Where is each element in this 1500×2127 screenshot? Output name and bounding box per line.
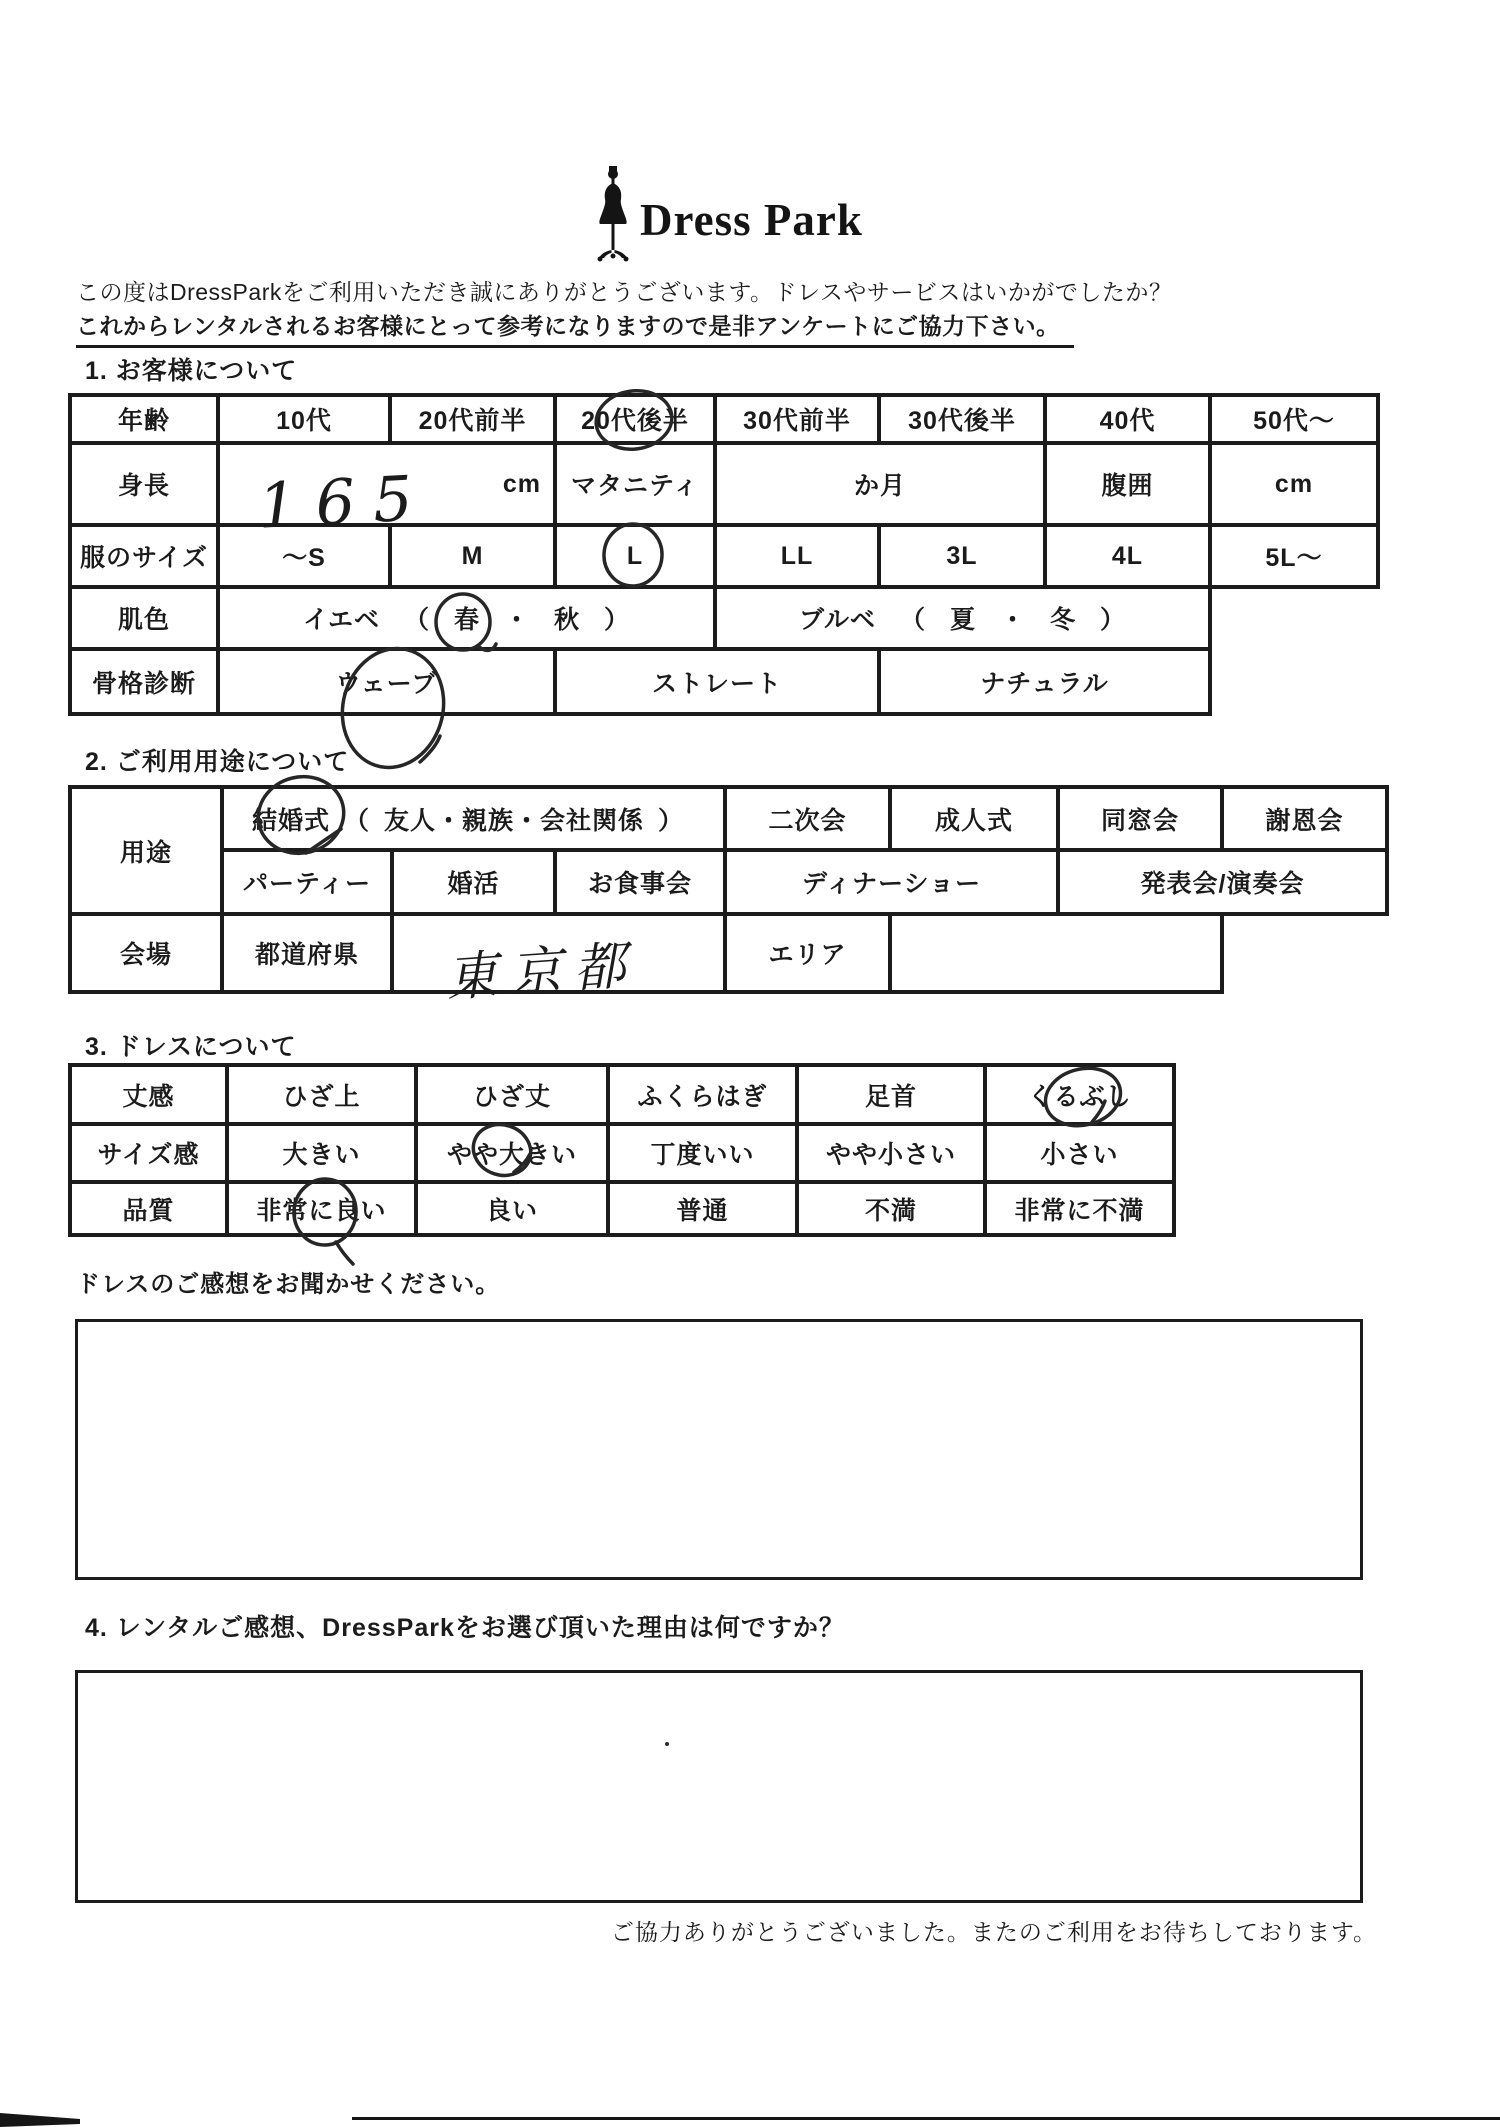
scan-mark-bottom-left	[0, 2113, 80, 2127]
skeleton-row	[70, 649, 1378, 714]
skin-yellow-label: イエベ	[302, 606, 380, 634]
skeleton-label: 骨格診断	[70, 649, 218, 714]
height-label: 身長	[70, 443, 218, 525]
waist-unit: cm	[1210, 443, 1378, 525]
age-option-40s: 40代	[1045, 395, 1210, 443]
length-label: 丈感	[70, 1065, 227, 1124]
size-option-ll: LL	[715, 525, 879, 587]
section3-title: 3. ドレスについて	[85, 1033, 297, 1061]
months-label: か月	[715, 443, 1045, 525]
length-row	[70, 1065, 1174, 1124]
quality-option-very-unsatisfied: 非常に不満	[985, 1182, 1174, 1235]
intro-line1: この度はDressParkをご利用いただき誠にありがとうございます。ドレスやサービスはいかがでしたか？	[76, 279, 1173, 305]
length-option-anklebone: くるぶし	[985, 1065, 1174, 1124]
size-option-l: L	[555, 525, 715, 587]
customer-info-table	[68, 393, 1380, 716]
quality-option-very-good: 非常に良い	[227, 1182, 416, 1235]
skin-winter-option: 冬	[1050, 606, 1077, 634]
fit-label: サイズ感	[70, 1124, 227, 1182]
paren-open: （	[899, 606, 926, 634]
age-option-early-20s: 20代前半	[390, 395, 555, 443]
skin-yellow-cell	[218, 587, 715, 649]
purpose-option-recital: 発表会/演奏会	[1058, 850, 1387, 914]
fit-option-slightly-large: やや大きい	[416, 1124, 608, 1182]
height-value-cell	[218, 443, 555, 525]
length-option-ankle: 足首	[797, 1065, 985, 1124]
wedding-label: 結婚式	[252, 806, 331, 835]
skeleton-option-straight: ストレート	[555, 649, 879, 714]
size-option-s: ～S	[218, 525, 390, 587]
skeleton-option-natural: ナチュラル	[879, 649, 1210, 714]
paren-close: ）	[658, 806, 685, 835]
wedding-detail: 友人・親族・会社関係	[384, 806, 645, 835]
fit-option-just-right: 丁度いい	[608, 1124, 797, 1182]
rental-comment-box[interactable]	[75, 1670, 1363, 1903]
size-label: 服のサイズ	[70, 525, 218, 587]
venue-label: 会場	[70, 914, 222, 992]
paren-close: ）	[1100, 606, 1127, 634]
length-option-calf: ふくらはぎ	[608, 1065, 797, 1124]
intro-line2: これからレンタルされるお客様にとって参考になりますので是非アンケートにご協力下さい。	[76, 308, 1074, 348]
purpose-row-1	[70, 787, 1387, 850]
dress-feedback-table	[68, 1063, 1176, 1237]
handwritten-prefecture-value: 東京都	[444, 935, 640, 1009]
fit-option-large: 大きい	[227, 1124, 416, 1182]
dress-comment-box[interactable]	[75, 1319, 1363, 1580]
skeleton-option-wave: ウェーブ	[218, 649, 555, 714]
waist-label: 腹囲	[1045, 443, 1210, 525]
skin-label: 肌色	[70, 587, 218, 649]
area-label: エリア	[725, 914, 890, 992]
age-option-late-20s: 20代後半	[555, 395, 715, 443]
separator-dot: ・	[504, 606, 531, 634]
quality-label: 品質	[70, 1182, 227, 1235]
handwritten-height-value: 165	[256, 460, 433, 543]
dress-form-icon	[596, 166, 630, 262]
age-row	[70, 395, 1378, 443]
paren-open: （	[344, 806, 371, 835]
scan-line-bottom	[352, 2117, 1500, 2120]
thanks-message: ご協力ありがとうございました。またのご利用をお待ちしております。	[610, 1919, 1377, 1945]
prefecture-label: 都道府県	[222, 914, 392, 992]
prefecture-value-cell	[392, 914, 725, 992]
skin-autumn-option: 秋	[554, 606, 581, 634]
purpose-option-party: パーティー	[222, 850, 392, 914]
brand-logo	[596, 166, 863, 262]
purpose-option-thanksgiving: 謝恩会	[1222, 787, 1387, 850]
dress-comment-label: ドレスのご感想をお聞かせください。	[76, 1271, 501, 1298]
section4-title: 4. レンタルご感想、DressParkをお選び頂いた理由は何ですか？	[85, 1614, 845, 1642]
section1-title: 1. お客様について	[85, 357, 298, 385]
age-label: 年齢	[70, 395, 218, 443]
height-row	[70, 443, 1378, 525]
separator-dot: ・	[1000, 606, 1027, 634]
size-option-5l: 5L～	[1210, 525, 1378, 587]
area-value-cell	[890, 914, 1222, 992]
empty-area	[1210, 587, 1378, 649]
paren-close: ）	[604, 606, 631, 634]
quality-option-good: 良い	[416, 1182, 608, 1235]
purpose-label: 用途	[70, 787, 222, 914]
skin-blue-cell	[715, 587, 1210, 649]
circle-quality-very-good-tail	[336, 1242, 353, 1264]
section2-title: 2. ご利用用途について	[85, 748, 350, 776]
purpose-option-dinnershow: ディナーショー	[725, 850, 1058, 914]
age-option-50s: 50代～	[1210, 395, 1378, 443]
brand-name: Dress Park	[640, 195, 863, 245]
skin-summer-option: 夏	[949, 606, 976, 634]
purpose-option-reunion: 同窓会	[1058, 787, 1222, 850]
quality-option-normal: 普通	[608, 1182, 797, 1235]
circle-skeleton-wave-tail	[420, 736, 440, 762]
skin-blue-label: ブルベ	[798, 606, 876, 634]
skin-spring-option: 春	[453, 606, 480, 634]
fit-row	[70, 1124, 1174, 1182]
quality-row	[70, 1182, 1174, 1235]
purpose-option-dinner: お食事会	[555, 850, 725, 914]
length-option-above-knee: ひざ上	[227, 1065, 416, 1124]
clothing-size-row	[70, 525, 1378, 587]
maternity-label: マタニティ	[555, 443, 715, 525]
age-option-10s: 10代	[218, 395, 390, 443]
fit-option-slightly-small: やや小さい	[797, 1124, 985, 1182]
usage-purpose-table	[68, 785, 1389, 994]
size-option-m: M	[390, 525, 555, 587]
empty-area	[1210, 649, 1378, 714]
venue-row	[70, 914, 1387, 992]
purpose-row-2	[70, 850, 1387, 914]
age-option-late-30s: 30代後半	[879, 395, 1045, 443]
paren-open: （	[403, 606, 430, 634]
skin-tone-row	[70, 587, 1378, 649]
purpose-option-coming-of-age: 成人式	[890, 787, 1058, 850]
fit-option-small: 小さい	[985, 1124, 1174, 1182]
purpose-option-wedding	[222, 787, 725, 850]
height-unit: cm	[502, 469, 541, 498]
size-option-4l: 4L	[1045, 525, 1210, 587]
quality-option-unsatisfied: 不満	[797, 1182, 985, 1235]
empty-area	[1222, 914, 1387, 992]
purpose-option-afterparty: 二次会	[725, 787, 890, 850]
age-option-early-30s: 30代前半	[715, 395, 879, 443]
size-option-3l: 3L	[879, 525, 1045, 587]
length-option-knee: ひざ丈	[416, 1065, 608, 1124]
purpose-option-konkatsu: 婚活	[392, 850, 555, 914]
